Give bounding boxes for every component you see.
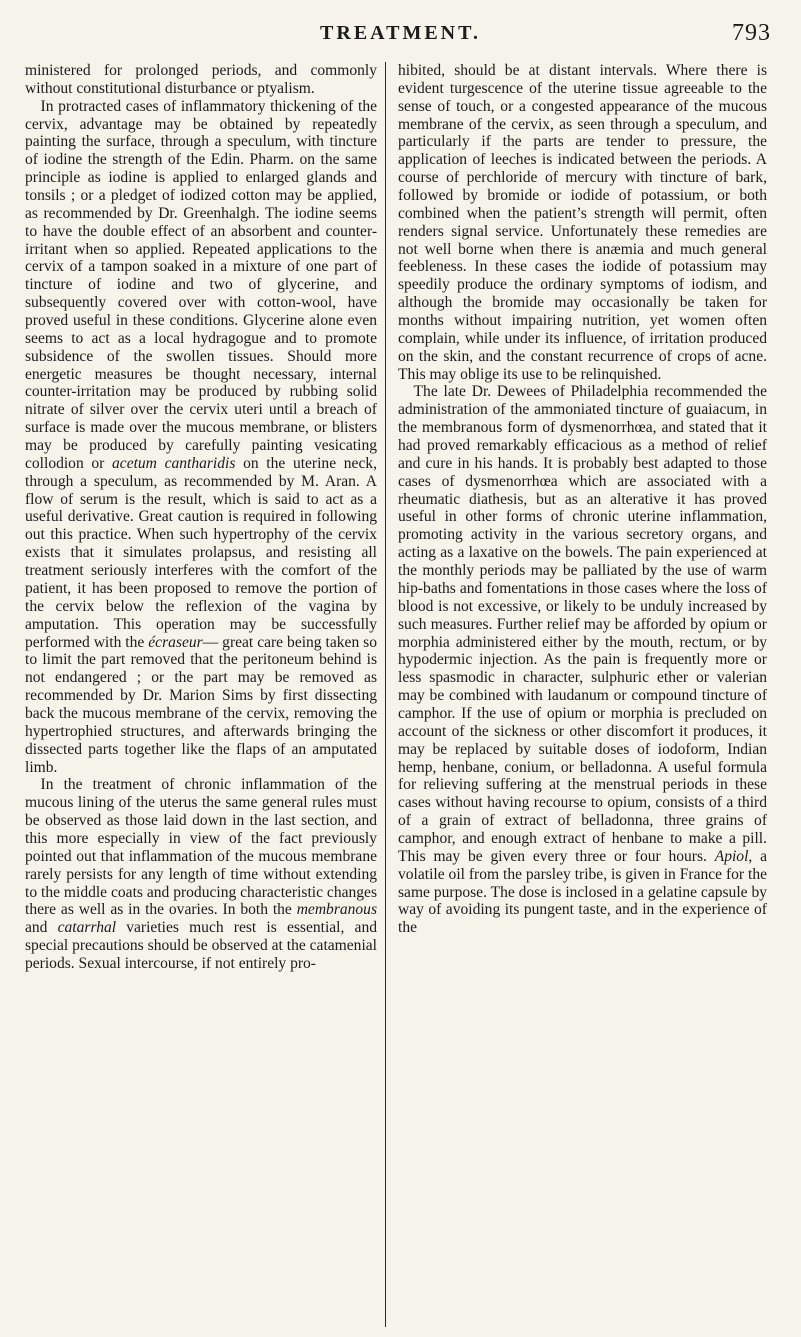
paragraph-text: — great care being taken so to limit the part removed that the peritoneum behind is not endangered ; or the part may be removed as recommended by Dr. Marion Sims by first dissecting back the mucous membrane of the cervix, removing the hypertrophied structures, and afterwards bringing the dissected parts together like the flaps of an amputated limb. [25, 633, 377, 776]
paragraph [25, 98, 377, 777]
paragraph-text: on the uterine neck, through a speculum, as recommended by M. Aran. A flow of serum is the result, which is said to act as a useful derivative. Great caution is required in following out this practice. When such hypertrophy of the cervix exists that it simulates prolapsus, and resisting all treatment seriously interferes with the comfort of the patient, it has been proposed to remove the portion of the cervix below the reflexion of the vagina by amputation. This operation may be successfully performed with the [25, 454, 378, 651]
paragraph-text: varieties much rest is essential, and special precautions should be observed at the catamenial periods. Sexual intercourse, if not entirely pro- [25, 919, 377, 972]
running-head: TREATMENT. [320, 22, 481, 44]
paragraph-text: In the treatment of chronic inflammation of the mucous lining of the uterus the same general rules must be observed as those laid down in the last section, and this more especially in view of the fact previously pointed out that inflammation of the mucous membrane rarely persists for any length of time without extending to the middle coats and producing characteristic changes there as well as in the ovaries. In both the [25, 776, 377, 919]
left-column [25, 62, 386, 1327]
page-number: 793 [732, 20, 771, 46]
paragraph [398, 62, 767, 383]
paragraph-text: , a volatile oil from the parsley tribe, is given in France for the same purpose. The dose is inclosed in a gelatine capsule by way of avoiding its pungent taste, and in the experience of the [398, 847, 767, 937]
paragraph-text: In protracted cases of inflammatory thickening of the cervix, advantage may be obtained by repeatedly painting the surface, through a speculum, with tincture of iodine the strength of the Edin. Pharm. on the same principle as iodine is applied to enlarged glands and tonsils ; or a pledget of iodized cotton may be applied, as recommended by Dr. Greenhalgh. The iodine seems to have the double effect of an absorbent and counter-irritant when so applied. Repeated applications to the cervix of a tampon soaked in a mixture of one part of tincture of iodine and two of glycerine, and subsequently covered over with cotton-wool, have proved useful in these conditions. Glycerine alone even seems to act as a local hydragogue and to promote subsidence of the swollen tissues. Should more energetic measures be thought necessary, internal counter-irritation may be produced by rubbing solid nitrate of silver over the cervix uteri until a breach of surface is made over the mucous membrane, or blisters may be produced by carefully painting vesicating collodion or [25, 97, 377, 472]
italic-term: Apiol [714, 847, 749, 865]
page-header [30, 22, 771, 54]
italic-term: membranous [296, 901, 378, 919]
paragraph [25, 776, 377, 972]
paragraph-text: hibited, should be at distant intervals. Where there is evident turgescence of the uterine tissue agreeable to the sense of touch, or a congested appearance of the mucous membrane of the cervix, as seen through a speculum, and particularly if the parts are tender to pressure, the application of leeches is indicated between the periods. A course of perchloride of mercury with tincture of bark, followed by bromide or iodide of potassium, or both combined when the patient’s strength will permit, often renders signal service. Unfortunately these remedies are not well borne when there is anæmia and much general feebleness. In these cases the iodide of potassium may speedily produce the ordinary symptoms of iodism, and although the bromide may occasionally be taken for months without impairing nutrition, yet women often complain, while under its influence, of irritation produced on the skin, and the constant recurrence of crops of acne. This may oblige its use to be relinquished. [398, 62, 767, 383]
paragraph [25, 62, 377, 98]
right-column [386, 62, 767, 1327]
italic-term: acetum cantharidis [112, 454, 236, 472]
italic-term: catarrhal [57, 919, 117, 937]
paragraph-text: ministered for prolonged periods, and commonly without constitutional disturbance or ptyalism. [25, 62, 377, 97]
paragraph-text: The late Dr. Dewees of Philadelphia recommended the administration of the ammoniated tincture of guaiacum, in the membranous form of dysmenorrhœa, and stated that it had proved remarkably efficacious as a method of relief and cure in his hands. It is probably best adapted to those cases of dysmenorrhœa which are associated with a rheumatic diathesis, but as an alterative it has proved useful in other forms of chronic uterine inflammation, promoting activity in the various secretory organs, and acting as a laxative on the bowels. The pain experienced at the monthly periods may be palliated by the use of warm hip-baths and fomentations in those cases where the loss of blood is not excessive, or likely to be unduly increased by such measures. Further relief may be afforded by opium or morphia administered either by the mouth, rectum, or by hypodermic injection. As the pain is frequently more or less spasmodic in character, sulphuric ether or valerian may be combined with laudanum or compound tincture of camphor. If the use of opium or morphia is precluded on account of the sickness or other discomfort it produces, it may be replaced by suitable doses of iodoform, Indian hemp, henbane, conium, or belladonna. A useful formula for relieving suffering at the menstrual periods in these cases without having recourse to opium, consists of a third of a grain of extract of belladonna, three grains of camphor, and enough extract of henbane to make a pill. This may be given every three or four hours. [398, 383, 767, 865]
text-columns [25, 62, 767, 1327]
paragraph [398, 383, 767, 937]
paragraph-text: and [25, 919, 48, 937]
italic-term: écraseur [148, 633, 203, 651]
